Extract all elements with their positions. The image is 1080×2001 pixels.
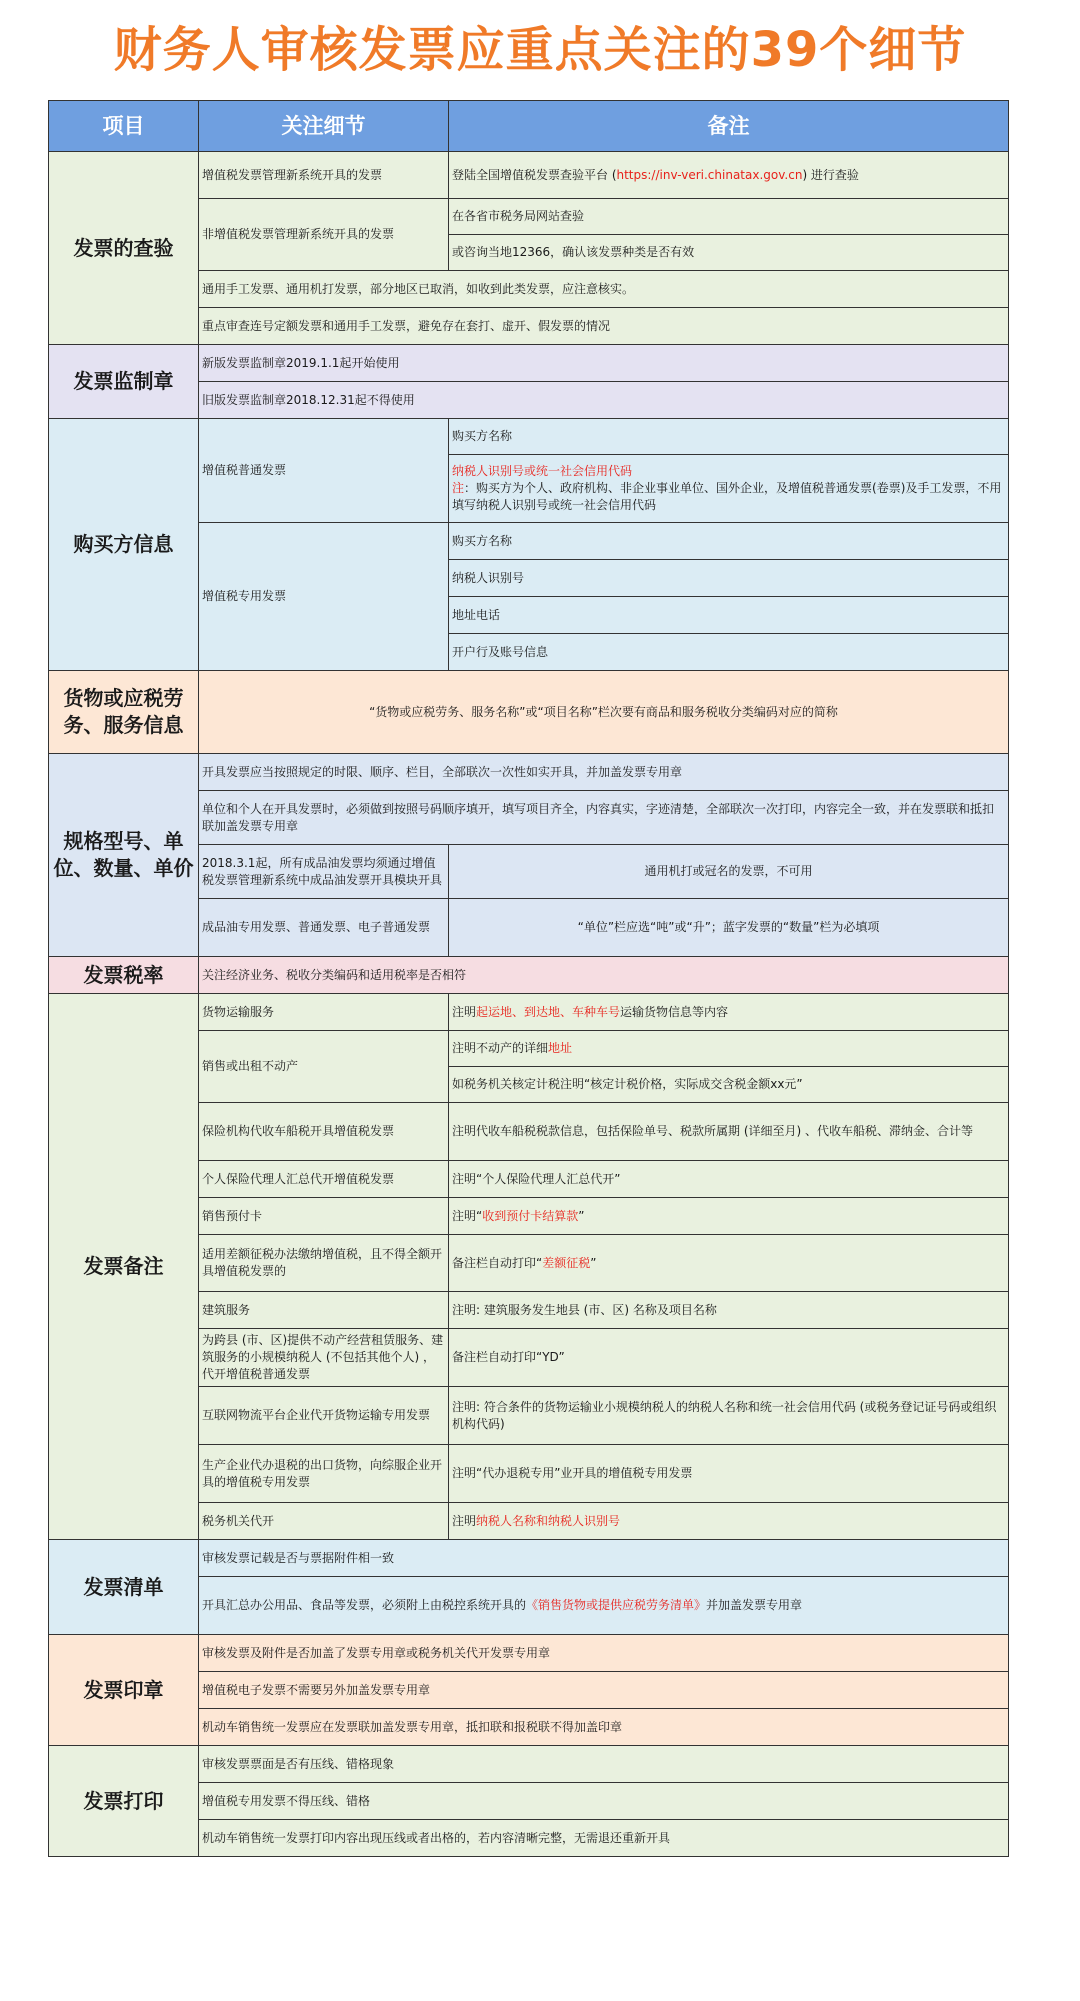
detail-cell: 非增值税发票管理新系统开具的发票 (199, 199, 449, 271)
table-row (49, 994, 1009, 1031)
note-cell: 注明“个人保险代理人汇总代开” (449, 1161, 1009, 1198)
detail-cell: 税务机关代开 (199, 1503, 449, 1540)
category-print: 发票打印 (49, 1746, 199, 1857)
note-cell: 地址电话 (449, 597, 1009, 634)
note-cell: 注明代收车船税税款信息，包括保险单号、税款所属期 (详细至月) 、代收车船税、滞纳金、合计等 (449, 1103, 1009, 1161)
detail-cell: 重点审查连号定额发票和通用手工发票，避免存在套打、虚开、假发票的情况 (199, 308, 1009, 345)
note-cell (449, 1503, 1009, 1540)
detail-cell: 增值税专用发票 (199, 523, 449, 671)
category-stamp: 发票印章 (49, 1635, 199, 1746)
detail-cell: 单位和个人在开具发票时，必须做到按照号码顺序填开，填写项目齐全，内容真实，字迹清楚，全部联次一次打印，内容完全一致，并在发票联和抵扣联加盖发票专用章 (199, 791, 1009, 845)
note-text: ” (578, 1208, 585, 1223)
note-text: 运输货物信息等内容 (620, 1004, 729, 1019)
header-note: 备注 (449, 101, 1009, 152)
detail-cell: 审核发票票面是否有压线、错格现象 (199, 1746, 1009, 1783)
detail-cell: 通用手工发票、通用机打发票，部分地区已取消，如收到此类发票，应注意核实。 (199, 271, 1009, 308)
category-check: 发票的查验 (49, 152, 199, 345)
note-cell: 通用机打或冠名的发票，不可用 (449, 845, 1009, 899)
detail-cell: 新版发票监制章2019.1.1起开始使用 (199, 345, 1009, 382)
note-cell: 注明“代办退税专用”业开具的增值税专用发票 (449, 1445, 1009, 1503)
detail-cell: 旧版发票监制章2018.12.31起不得使用 (199, 382, 1009, 419)
note-cell: 在各省市税务局网站查验 (449, 199, 1009, 235)
note-red-text: 纳税人识别号或统一社会信用代码 (452, 464, 633, 478)
detail-cell: 销售或出租不动产 (199, 1031, 449, 1103)
note-red-text: 收到预付卡结算款 (482, 1208, 579, 1223)
note-text: 开具汇总办公用品、食品等发票，必须附上由税控系统开具的 (202, 1598, 527, 1612)
note-cell: 购买方名称 (449, 419, 1009, 455)
detail-cell: 互联网物流平台企业代开货物运输专用发票 (199, 1387, 449, 1445)
detail-cell: 增值税发票管理新系统开具的发票 (199, 152, 449, 199)
note-cell: 购买方名称 (449, 523, 1009, 560)
note-text: ) 进行查验 (802, 167, 859, 182)
note-cell (449, 1198, 1009, 1235)
note-text: 登陆全国增值税发票查验平台 ( (452, 167, 617, 182)
note-text: ” (590, 1255, 597, 1270)
table-row (49, 152, 1009, 199)
note-red-text: 纳税人名称和纳税人识别号 (476, 1513, 621, 1528)
category-goods: 货物或应税劳务、服务信息 (49, 671, 199, 754)
note-text: 注明“ (452, 1208, 483, 1223)
note-cell (449, 152, 1009, 199)
table-row (49, 957, 1009, 994)
category-spec: 规格型号、单位、数量、单价 (49, 754, 199, 957)
note-cell: 纳税人识别号 (449, 560, 1009, 597)
note-text: 备注栏自动打印“ (452, 1255, 543, 1270)
category-list: 发票清单 (49, 1540, 199, 1635)
note-cell: 或咨询当地12366，确认该发票种类是否有效 (449, 235, 1009, 271)
table-row (49, 754, 1009, 791)
table-row (49, 671, 1009, 754)
detail-cell: 增值税专用发票不得压线、错格 (199, 1783, 1009, 1820)
detail-table (48, 100, 1009, 1857)
note-cell: 备注栏自动打印“YD” (449, 1329, 1009, 1387)
detail-cell: 开具发票应当按照规定的时限、顺序、栏目，全部联次一次性如实开具，并加盖发票专用章 (199, 754, 1009, 791)
note-red-text: 差额征税 (542, 1255, 591, 1270)
table-row (49, 1635, 1009, 1672)
header-detail: 关注细节 (199, 101, 449, 152)
detail-cell: 个人保险代理人汇总代开增值税发票 (199, 1161, 449, 1198)
category-remark: 发票备注 (49, 994, 199, 1540)
note-label: 注 (452, 481, 465, 495)
category-rate: 发票税率 (49, 957, 199, 994)
note-red-text: 起运地、到达地、车种车号 (476, 1004, 621, 1019)
note-text: 注明 (452, 1004, 477, 1019)
detail-cell: 适用差额征税办法缴纳增值税，且不得全额开具增值税发票的 (199, 1235, 449, 1292)
category-buyer: 购买方信息 (49, 419, 199, 671)
note-text: 注明 (452, 1513, 477, 1528)
note-cell: “单位”栏应选“吨”或“升”；蓝字发票的“数量”栏为必填项 (449, 899, 1009, 957)
header-item: 项目 (49, 101, 199, 152)
note-cell: 如税务机关核定计税注明“核定计税价格，实际成交含税金额xx元” (449, 1067, 1009, 1103)
detail-cell: 审核发票记载是否与票据附件相一致 (199, 1540, 1009, 1577)
table-row (49, 345, 1009, 382)
detail-cell: 生产企业代办退税的出口货物，向综服企业开具的增值税专用发票 (199, 1445, 449, 1503)
detail-cell: 销售预付卡 (199, 1198, 449, 1235)
note-text: 注明不动产的详细 (452, 1041, 549, 1055)
note-cell: 注明: 符合条件的货物运输业小规模纳税人的纳税人名称和统一社会信用代码 (或税务登记证号码或组织机构代码) (449, 1387, 1009, 1445)
header-row (49, 101, 1009, 152)
note-cell (449, 1235, 1009, 1292)
detail-cell: 关注经济业务、税收分类编码和适用税率是否相符 (199, 957, 1009, 994)
detail-cell: 建筑服务 (199, 1292, 449, 1329)
note-text: 并加盖发票专用章 (706, 1598, 803, 1612)
detail-cell: 机动车销售统一发票应在发票联加盖发票专用章，抵扣联和报税联不得加盖印章 (199, 1709, 1009, 1746)
note-cell: 开户行及账号信息 (449, 634, 1009, 671)
table-row (49, 1746, 1009, 1783)
detail-cell: 保险机构代收车船税开具增值税发票 (199, 1103, 449, 1161)
detail-cell: 审核发票及附件是否加盖了发票专用章或税务机关代开发票专用章 (199, 1635, 1009, 1672)
verify-url-link[interactable]: https://inv-veri.chinatax.gov.cn (616, 167, 803, 182)
detail-cell: 货物运输服务 (199, 994, 449, 1031)
detail-cell: 2018.3.1起，所有成品油发票均须通过增值税发票管理新系统中成品油发票开具模块开具 (199, 845, 449, 899)
page-title: 财务人审核发票应重点关注的39个细节 (113, 22, 967, 78)
detail-cell: 成品油专用发票、普通发票、电子普通发票 (199, 899, 449, 957)
note-cell: 注明: 建筑服务发生地县 (市、区) 名称及项目名称 (449, 1292, 1009, 1329)
detail-cell: 增值税电子发票不需要另外加盖发票专用章 (199, 1672, 1009, 1709)
note-cell (449, 1031, 1009, 1067)
detail-cell: 机动车销售统一发票打印内容出现压线或者出格的，若内容清晰完整，无需退还重新开具 (199, 1820, 1009, 1857)
category-seal: 发票监制章 (49, 345, 199, 419)
note-text: ：购买方为个人、政府机构、非企业事业单位、国外企业，及增值税普通发票(卷票)及手工发票，不用填写纳税人识别号或统一社会信用代码 (452, 481, 1002, 512)
detail-cell: 为跨县 (市、区)提供不动产经营租赁服务、建筑服务的小规模纳税人 (不包括其他个人) ，代开增值税普通发票 (199, 1329, 449, 1387)
detail-cell: “货物或应税劳务、服务名称”或“项目名称”栏次要有商品和服务税收分类编码对应的简称 (199, 671, 1009, 754)
note-cell (449, 455, 1009, 523)
detail-cell (199, 1577, 1009, 1635)
note-cell (449, 994, 1009, 1031)
table-row (49, 419, 1009, 455)
note-red-text: 地址 (548, 1041, 573, 1055)
note-red-text: 《销售货物或提供应税劳务清单》 (526, 1598, 707, 1612)
table-row (49, 1540, 1009, 1577)
detail-cell: 增值税普通发票 (199, 419, 449, 523)
